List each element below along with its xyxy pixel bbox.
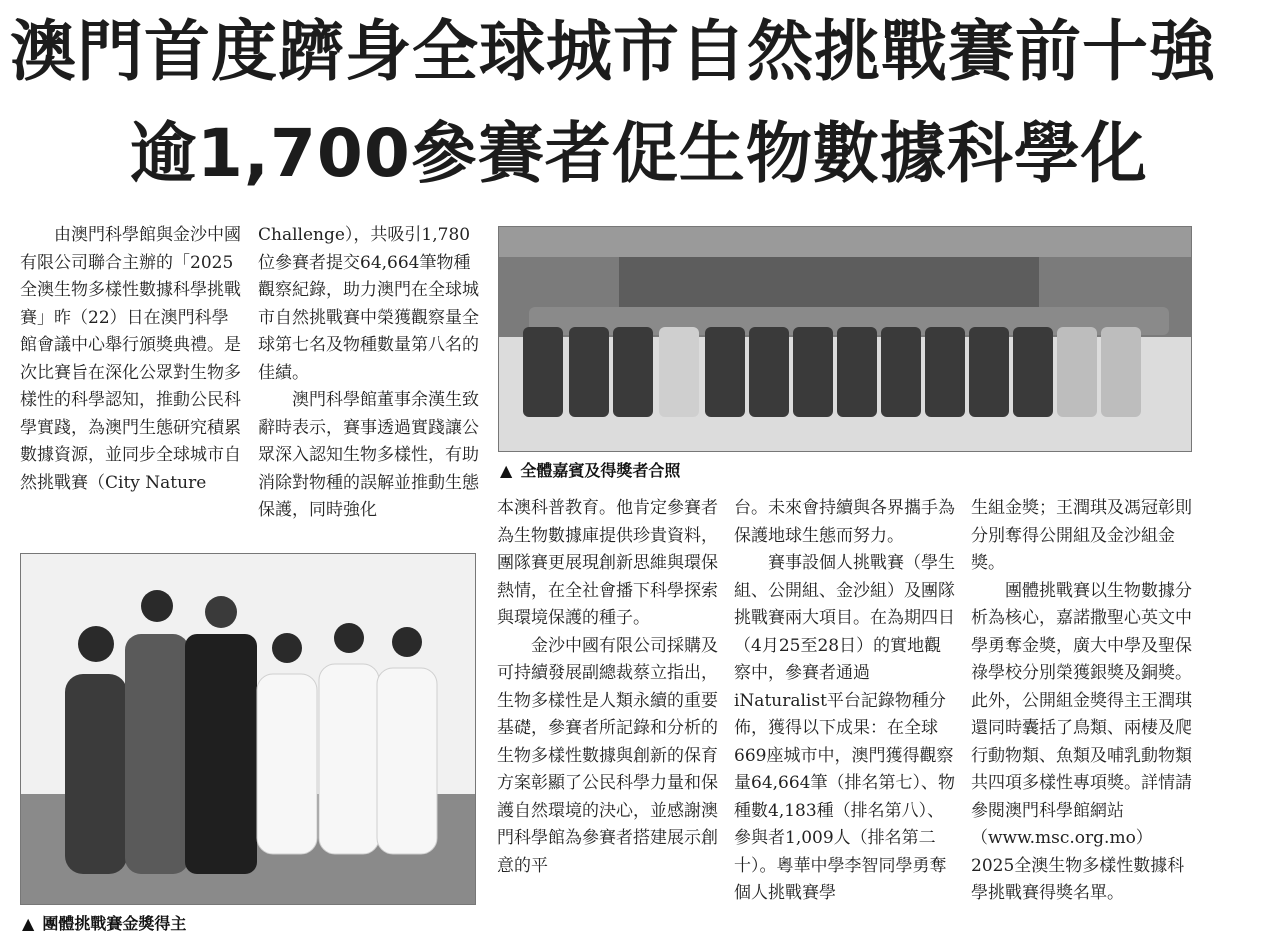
- paragraph: 澳門科學館董事余漢生致辭時表示，賽事透過實踐讓公眾深入認知生物多樣性，有助消除對物種的誤解並推動生態保護，同時強化: [258, 390, 479, 520]
- caption-triangle-icon: ▲: [22, 914, 35, 933]
- article-column-2: [258, 222, 480, 525]
- paragraph: 生組金獎；王潤琪及馮冠彰則分別奪得公開組及金沙組金獎。: [971, 498, 1192, 573]
- team-photo: [20, 553, 476, 905]
- paragraph: Challenge），共吸引1,780位參賽者提交64,664筆物種觀察紀錄，助力澳門在全球城市自然挑戰賽中榮獲觀察量全球第七名及物種數量第八名的佳績。: [258, 225, 479, 383]
- paragraph: 賽事設個人挑戰賽（學生組、公開組、金沙組）及團隊挑戰賽兩大項目。在為期四日（4月25至28日）的實地觀察中，參賽者通過iNaturalist平台記錄物種分佈，獲得以下成果：在全球669座城市中，澳門獲得觀察量64,664筆（排名第七）、物種數4,183種（排名第八）、參與者1,009人（排名第二十）。粵華中學李智同學勇奪個人挑戰賽學: [734, 553, 955, 903]
- headline-line2: 逾1,700參賽者促生物數據科學化: [130, 115, 1148, 192]
- paragraph: 團體挑戰賽以生物數據分析為核心，嘉諾撒聖心英文中學勇奪金獎，廣大中學及聖保祿學校分別榮獲銀獎及銅獎。此外，公開組金獎得主王潤琪還同時囊括了鳥類、兩棲及爬行動物類、魚類及哺乳動物類共四項多樣性專項獎。詳情請參閱澳門科學館網站（www.msc.org.mo）2025全澳生物多樣性數據科學挑戰賽得獎名單。: [971, 580, 1192, 903]
- paragraph: 由澳門科學館與金沙中國有限公司聯合主辦的「2025全澳生物多樣性數據科學挑戰賽」昨（22）日在澳門科學館會議中心舉行頒獎典禮。是次比賽旨在深化公眾對生物多樣性的科學認知，推動公民科學實踐，為澳門生態研究積累數據資源，並同步全球城市自然挑戰賽（City Nature: [20, 225, 241, 493]
- group-photo-image: [499, 227, 1191, 451]
- caption-triangle-icon: ▲: [500, 461, 513, 480]
- article-column-3: [497, 495, 719, 880]
- group-photo: [498, 226, 1192, 452]
- headline-line1: 澳門首度躋身全球城市自然挑戰賽前十強: [10, 13, 1216, 90]
- paragraph: 台。未來會持續與各界攜手為保護地球生態而努力。: [734, 498, 955, 546]
- team-photo-image: [21, 554, 475, 904]
- article-column-1: [20, 222, 242, 497]
- group-photo-caption: ▲ 全體嘉賓及得獎者合照: [500, 461, 681, 480]
- article-column-4: [734, 495, 956, 908]
- paragraph: 金沙中國有限公司採購及可持續發展副總裁蔡立指出，生物多樣性是人類永續的重要基礎，參賽者所記錄和分析的生物多樣性數據與創新的保育方案彰顯了公民科學力量和保護自然環境的決心，並感謝澳門科學館為參賽者搭建展示創意的平: [497, 635, 718, 876]
- article-column-5: [971, 495, 1193, 908]
- paragraph: 本澳科普教育。他肯定參賽者為生物數據庫提供珍貴資料，團隊賽更展現創新思維與環保熱情，在全社會播下科學探索與環境保護的種子。: [497, 498, 718, 628]
- team-photo-caption: ▲ 團體挑戰賽金獎得主: [22, 914, 187, 933]
